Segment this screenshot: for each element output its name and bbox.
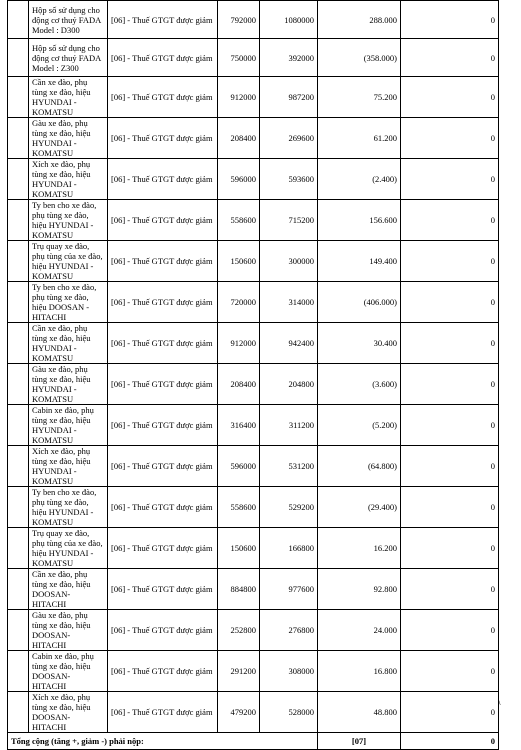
tax-type-cell: [06] - Thuế GTGT được giảm bbox=[108, 241, 218, 282]
tax-type-cell: [06] - Thuế GTGT được giảm bbox=[108, 692, 218, 733]
total-value: 0 bbox=[401, 733, 499, 750]
table-row bbox=[8, 118, 499, 159]
table-row bbox=[8, 159, 499, 200]
tax-type-cell: [06] - Thuế GTGT được giảm bbox=[108, 323, 218, 364]
difference-cell: (29.400) bbox=[318, 487, 401, 528]
tax-type-cell: [06] - Thuế GTGT được giảm bbox=[108, 77, 218, 118]
price-declared-cell: 150600 bbox=[218, 241, 260, 282]
row-index-cell bbox=[8, 282, 29, 323]
price-declared-cell: 316400 bbox=[218, 405, 260, 446]
difference-cell: 156.600 bbox=[318, 200, 401, 241]
table-row bbox=[8, 282, 499, 323]
difference-cell: 75.200 bbox=[318, 77, 401, 118]
tax-type-cell: [06] - Thuế GTGT được giảm bbox=[108, 39, 218, 77]
table-row bbox=[8, 610, 499, 651]
price-declared-cell: 208400 bbox=[218, 118, 260, 159]
difference-cell: (358.000) bbox=[318, 39, 401, 77]
trailing-mark: \ bbox=[498, 697, 501, 707]
total-row bbox=[8, 733, 499, 750]
item-name-cell: Hộp số sử dụng cho động cơ thuỷ FADA Model : D300 bbox=[29, 1, 108, 39]
row-index-cell bbox=[8, 200, 29, 241]
price-declared-cell: 912000 bbox=[218, 77, 260, 118]
difference-cell: 16.200 bbox=[318, 528, 401, 569]
item-name-cell: Cần xe đào, phụ tùng xe đào, hiệu HYUNDAI - KOMATSU bbox=[29, 323, 108, 364]
tax-type-cell: [06] - Thuế GTGT được giảm bbox=[108, 1, 218, 39]
price-declared-cell: 150600 bbox=[218, 528, 260, 569]
tax-type-cell: [06] - Thuế GTGT được giảm bbox=[108, 118, 218, 159]
price-assessed-cell: 528000 bbox=[260, 692, 318, 733]
row-index-cell bbox=[8, 651, 29, 692]
price-declared-cell: 884800 bbox=[218, 569, 260, 610]
price-assessed-cell: 269600 bbox=[260, 118, 318, 159]
row-index-cell bbox=[8, 610, 29, 651]
price-declared-cell: 912000 bbox=[218, 323, 260, 364]
row-index-cell bbox=[8, 405, 29, 446]
row-index-cell bbox=[8, 1, 29, 39]
tax-value-cell: 0 bbox=[401, 323, 499, 364]
price-assessed-cell: 314000 bbox=[260, 282, 318, 323]
table-row bbox=[8, 1, 499, 39]
price-declared-cell: 558600 bbox=[218, 200, 260, 241]
item-name-cell: Gàu xe đào, phụ tùng xe đào, hiệu DOOSAN-HITACHI bbox=[29, 610, 108, 651]
item-name-cell: Cần xe đào, phụ tùng xe đào, hiệu HYUNDAI - KOMATSU bbox=[29, 77, 108, 118]
tax-value-cell: 0 bbox=[401, 651, 499, 692]
tax-value-cell: 0 bbox=[401, 569, 499, 610]
item-name-cell: Trụ quay xe đào, phụ tùng của xe đào, hiệu HYUNDAI - KOMATSU bbox=[29, 241, 108, 282]
table-row bbox=[8, 569, 499, 610]
item-name-cell: Hộp số sử dụng cho động cơ thuỷ FADA Model : Z300 bbox=[29, 39, 108, 77]
difference-cell: (64.800) bbox=[318, 446, 401, 487]
tax-value-cell: 0 bbox=[401, 159, 499, 200]
row-index-cell bbox=[8, 241, 29, 282]
price-assessed-cell: 311200 bbox=[260, 405, 318, 446]
row-index-cell bbox=[8, 569, 29, 610]
table-row bbox=[8, 39, 499, 77]
price-assessed-cell: 529200 bbox=[260, 487, 318, 528]
tax-type-cell: [06] - Thuế GTGT được giảm bbox=[108, 610, 218, 651]
tax-type-cell: [06] - Thuế GTGT được giảm bbox=[108, 651, 218, 692]
tax-type-cell: [06] - Thuế GTGT được giảm bbox=[108, 282, 218, 323]
difference-cell: (2.400) bbox=[318, 159, 401, 200]
price-declared-cell: 208400 bbox=[218, 364, 260, 405]
price-assessed-cell: 392000 bbox=[260, 39, 318, 77]
table-row bbox=[8, 405, 499, 446]
tax-value-cell: 0 bbox=[401, 1, 499, 39]
tax-value-cell: 0 bbox=[401, 364, 499, 405]
item-name-cell: Trụ quay xe đào, phụ tùng của xe đào, hiệu HYUNDAI - KOMATSU bbox=[29, 528, 108, 569]
price-declared-cell: 750000 bbox=[218, 39, 260, 77]
tax-adjustment-table bbox=[7, 0, 499, 750]
table-row bbox=[8, 241, 499, 282]
price-assessed-cell: 1080000 bbox=[260, 1, 318, 39]
row-index-cell bbox=[8, 159, 29, 200]
table-row bbox=[8, 651, 499, 692]
price-declared-cell: 252800 bbox=[218, 610, 260, 651]
table-row bbox=[8, 77, 499, 118]
tax-type-cell: [06] - Thuế GTGT được giảm bbox=[108, 487, 218, 528]
total-label: Tổng cộng (tăng +, giảm -) phải nộp: bbox=[8, 733, 318, 750]
tax-value-cell: 0 bbox=[401, 200, 499, 241]
table-body bbox=[8, 1, 499, 750]
row-index-cell bbox=[8, 118, 29, 159]
row-index-cell bbox=[8, 487, 29, 528]
item-name-cell: Xích xe đào, phụ tùng xe đào, hiệu HYUNDAI - KOMATSU bbox=[29, 446, 108, 487]
tax-value-cell: 0 bbox=[401, 446, 499, 487]
difference-cell: 48.800 bbox=[318, 692, 401, 733]
tax-value-cell: 0 bbox=[401, 39, 499, 77]
row-index-cell bbox=[8, 528, 29, 569]
price-declared-cell: 558600 bbox=[218, 487, 260, 528]
item-name-cell: Cần xe đào, phụ tùng xe đào, hiệu DOOSAN-HITACHI bbox=[29, 569, 108, 610]
item-name-cell: Xích xe đào, phụ tùng xe đào, hiệu DOOSAN-HITACHI bbox=[29, 692, 108, 733]
tax-type-cell: [06] - Thuế GTGT được giảm bbox=[108, 200, 218, 241]
difference-cell: 30.400 bbox=[318, 323, 401, 364]
row-index-cell bbox=[8, 323, 29, 364]
item-name-cell: Ty ben cho xe đào, phụ tùng xe đào, hiệu DOOSAN - HITACHI bbox=[29, 282, 108, 323]
price-assessed-cell: 204800 bbox=[260, 364, 318, 405]
difference-cell: 61.200 bbox=[318, 118, 401, 159]
difference-cell: 16.800 bbox=[318, 651, 401, 692]
difference-cell: 24.000 bbox=[318, 610, 401, 651]
difference-cell: 92.800 bbox=[318, 569, 401, 610]
price-declared-cell: 479200 bbox=[218, 692, 260, 733]
table-row bbox=[8, 200, 499, 241]
row-index-cell bbox=[8, 692, 29, 733]
tax-value-cell: 0 bbox=[401, 528, 499, 569]
tax-value-cell: 0 bbox=[401, 610, 499, 651]
price-assessed-cell: 166800 bbox=[260, 528, 318, 569]
table-row bbox=[8, 364, 499, 405]
total-code: [07] bbox=[318, 733, 401, 750]
price-declared-cell: 792000 bbox=[218, 1, 260, 39]
difference-cell: 288.000 bbox=[318, 1, 401, 39]
tax-type-cell: [06] - Thuế GTGT được giảm bbox=[108, 405, 218, 446]
tax-value-cell: 0 bbox=[401, 692, 499, 733]
price-assessed-cell: 531200 bbox=[260, 446, 318, 487]
difference-cell: (5.200) bbox=[318, 405, 401, 446]
price-declared-cell: 596000 bbox=[218, 446, 260, 487]
row-index-cell bbox=[8, 77, 29, 118]
row-index-cell bbox=[8, 39, 29, 77]
tax-type-cell: [06] - Thuế GTGT được giảm bbox=[108, 569, 218, 610]
difference-cell: (3.600) bbox=[318, 364, 401, 405]
price-assessed-cell: 300000 bbox=[260, 241, 318, 282]
tax-value-cell: 0 bbox=[401, 77, 499, 118]
item-name-cell: Cabin xe đào, phụ tùng xe đào, hiệu HYUNDAI - KOMATSU bbox=[29, 405, 108, 446]
difference-cell: (406.000) bbox=[318, 282, 401, 323]
tax-type-cell: [06] - Thuế GTGT được giảm bbox=[108, 446, 218, 487]
table-row bbox=[8, 487, 499, 528]
item-name-cell: Cabin xe đào, phụ tùng xe đào, hiệu DOOSAN-HITACHI bbox=[29, 651, 108, 692]
item-name-cell: Ty ben cho xe đào, phụ tùng xe đào, hiệu HYUNDAI - KOMATSU bbox=[29, 200, 108, 241]
tax-value-cell: 0 bbox=[401, 405, 499, 446]
price-assessed-cell: 987200 bbox=[260, 77, 318, 118]
difference-cell: 149.400 bbox=[318, 241, 401, 282]
tax-value-cell: 0 bbox=[401, 282, 499, 323]
row-index-cell bbox=[8, 364, 29, 405]
price-declared-cell: 720000 bbox=[218, 282, 260, 323]
price-assessed-cell: 942400 bbox=[260, 323, 318, 364]
table-row bbox=[8, 446, 499, 487]
tax-type-cell: [06] - Thuế GTGT được giảm bbox=[108, 528, 218, 569]
table-row bbox=[8, 692, 499, 733]
tax-type-cell: [06] - Thuế GTGT được giảm bbox=[108, 364, 218, 405]
item-name-cell: Xích xe đào, phụ tùng xe đào, hiệu HYUNDAI - KOMATSU bbox=[29, 159, 108, 200]
table-row bbox=[8, 528, 499, 569]
price-assessed-cell: 308000 bbox=[260, 651, 318, 692]
tax-value-cell: 0 bbox=[401, 487, 499, 528]
price-assessed-cell: 977600 bbox=[260, 569, 318, 610]
row-index-cell bbox=[8, 446, 29, 487]
item-name-cell: Gàu xe đào, phụ tùng xe đào, hiệu HYUNDAI - KOMATSU bbox=[29, 118, 108, 159]
item-name-cell: Gàu xe đào, phụ tùng xe đào, hiệu HYUNDAI - KOMATSU bbox=[29, 364, 108, 405]
table-row bbox=[8, 323, 499, 364]
item-name-cell: Ty ben cho xe đào, phụ tùng xe đào, hiệu HYUNDAI - KOMATSU bbox=[29, 487, 108, 528]
tax-value-cell: 0 bbox=[401, 118, 499, 159]
price-assessed-cell: 593600 bbox=[260, 159, 318, 200]
price-assessed-cell: 715200 bbox=[260, 200, 318, 241]
price-declared-cell: 596000 bbox=[218, 159, 260, 200]
tax-type-cell: [06] - Thuế GTGT được giảm bbox=[108, 159, 218, 200]
price-declared-cell: 291200 bbox=[218, 651, 260, 692]
price-assessed-cell: 276800 bbox=[260, 610, 318, 651]
tax-value-cell: 0 bbox=[401, 241, 499, 282]
